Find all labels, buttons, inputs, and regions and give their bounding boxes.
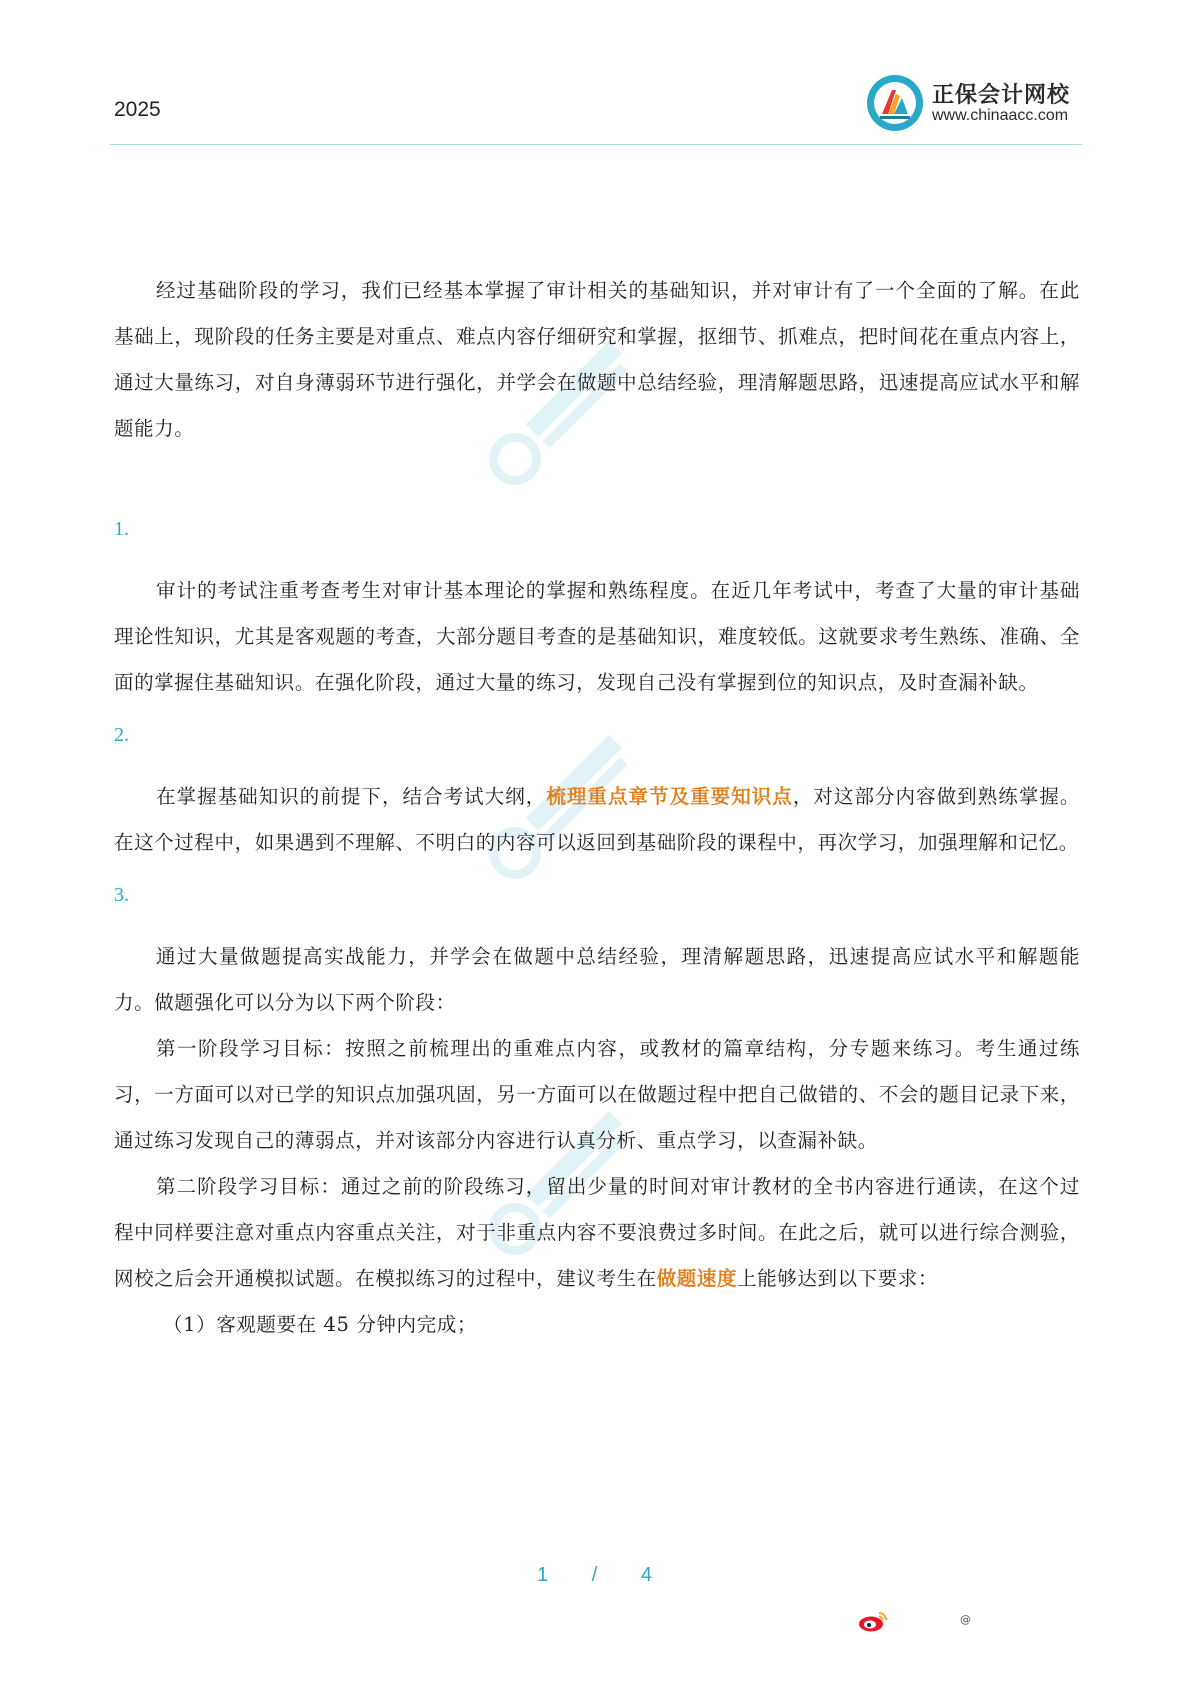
section-2-text: ，对这部分内容做到熟练掌握。在这个过程中，如果遇到不理解、不明白的内容可以返回到基础阶段的课程中，再次学习，加强理解和记忆。 — [114, 785, 1081, 854]
brand-url: www.chinaacc.com — [932, 107, 1069, 124]
page-current: 1 — [537, 1564, 550, 1586]
stage-2-text: 第二阶段学习目标：通过之前的阶段练习，留出少量的时间对审计教材的全书内容进行通读，在这个过程中同样要注意对重点内容重点关注，对于非重点内容不要浪费过多时间。在此之后，就可以进行综合测验，网校之后会开通模拟试题。在模拟练习的过程中，建议考生在 — [114, 1175, 1080, 1290]
stage-1-paragraph: 第一阶段学习目标：按照之前梳理出的重难点内容，或教材的篇章结构，分专题来练习。考生通过练习，一方面可以对已学的知识点加强巩固，另一方面可以在做题过程中把自己做错的、不会的题目记录下来，通过练习发现自己的薄弱点，并对该部分内容进行认真分析、重点学习，以查漏补缺。 — [114, 1037, 1080, 1152]
section-number: 3. — [114, 884, 129, 906]
section-number: 1. — [114, 518, 129, 540]
intro-paragraph: 经过基础阶段的学习，我们已经基本掌握了审计相关的基础知识，并对审计有了一个全面的了解。在此基础上，现阶段的任务主要是对重点、难点内容仔细研究和掌握，抠细节、抓难点，把时间花在重点内容上，通过大量练习，对自身薄弱环节进行强化，并学会在做题中总结经验，理清解题思路，迅速提高应试水平和解题能力。 — [114, 279, 1080, 440]
weibo-icon[interactable] — [858, 1610, 888, 1632]
section-2-paragraph — [114, 774, 1080, 866]
section-number: 2. — [114, 724, 129, 746]
page-indicator — [0, 1564, 1190, 1587]
page-total: 4 — [640, 1564, 653, 1586]
page-separator: / — [591, 1564, 599, 1586]
section-2-text: 在掌握基础知识的前提下，结合考试大纲， — [156, 785, 547, 808]
requirement-list-item: （1）客观题要在 45 分钟内完成； — [163, 1313, 477, 1336]
stage-2-highlight: 做题速度 — [656, 1267, 738, 1290]
chinaacc-logo-icon — [866, 74, 924, 132]
section-3-paragraph: 通过大量做题提高实战能力，并学会在做题中总结经验，理清解题思路，迅速提高应试水平和解题能力。做题强化可以分为以下两个阶段： — [114, 945, 1080, 1014]
stage-2-paragraph — [114, 1164, 1080, 1302]
brand-logo[interactable] — [866, 74, 1082, 134]
section-2-highlight: 梳理重点章节及重要知识点 — [546, 785, 793, 808]
stage-2-text: 上能够达到以下要求： — [737, 1267, 939, 1290]
weibo-handle: @ — [960, 1613, 971, 1626]
header-year: 2025 — [114, 98, 161, 121]
section-1-paragraph: 审计的考试注重考查考生对审计基本理论的掌握和熟练程度。在近几年考试中，考查了大量的审计基础理论性知识，尤其是客观题的考查，大部分题目考查的是基础知识，难度较低。这就要求考生熟练、准确、全面的掌握住基础知识。在强化阶段，通过大量的练习，发现自己没有掌握到位的知识点，及时查漏补缺。 — [114, 579, 1080, 694]
document-body — [114, 268, 1080, 1348]
header-divider — [110, 144, 1082, 145]
brand-name: 正保会计网校 — [932, 83, 1071, 108]
